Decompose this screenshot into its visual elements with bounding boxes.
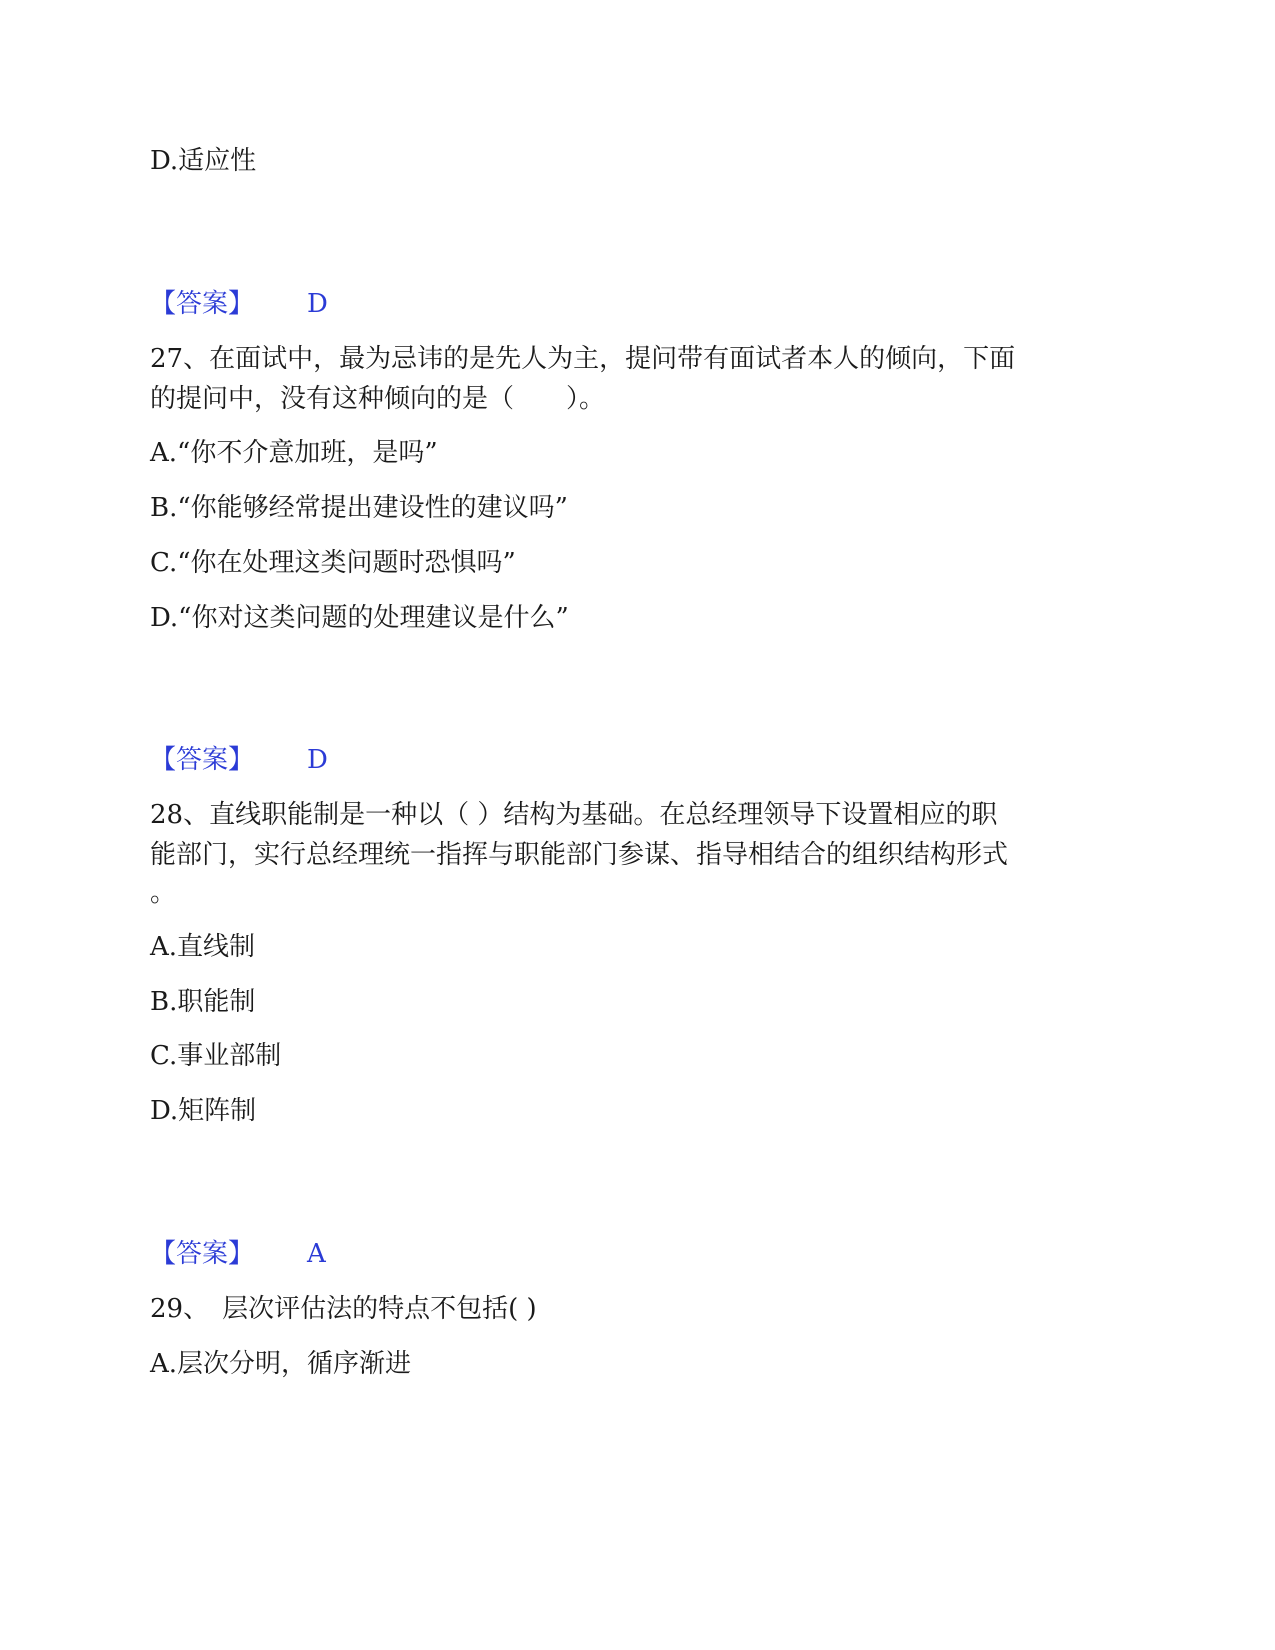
answer-label: 【答案】 bbox=[150, 745, 255, 775]
question-stem: 能部门，实行总经理统一指挥与职能部门参谋、指导相结合的组织结构形式 bbox=[150, 840, 1009, 870]
option-b: B.“你能够经常提出建设性的建议吗” bbox=[150, 493, 568, 523]
answer-label: 【答案】 bbox=[150, 1239, 255, 1269]
question-stem: 29、 层次评估法的特点不包括( ) bbox=[150, 1294, 537, 1324]
answer-value: A bbox=[307, 1239, 326, 1269]
option-a: A.直线制 bbox=[150, 932, 256, 962]
answer-row bbox=[150, 745, 328, 775]
answer-row bbox=[150, 1239, 326, 1269]
option-c: C.事业部制 bbox=[150, 1041, 282, 1071]
option-a: A.层次分明，循序渐进 bbox=[150, 1349, 412, 1379]
question-stem: 28、直线职能制是一种以（ ）结构为基础。在总经理领导下设置相应的职 bbox=[150, 800, 998, 830]
answer-value: D bbox=[307, 745, 328, 775]
option-d: D.矩阵制 bbox=[150, 1096, 257, 1126]
option-b: B.职能制 bbox=[150, 987, 256, 1017]
option-d: D.“你对这类问题的处理建议是什么” bbox=[150, 603, 569, 633]
option-c: C.“你在处理这类问题时恐惧吗” bbox=[150, 548, 516, 578]
option-a: A.“你不介意加班，是吗” bbox=[150, 438, 438, 468]
answer-row bbox=[150, 289, 328, 319]
answer-value: D bbox=[307, 289, 328, 319]
option-d: D.适应性 bbox=[150, 146, 257, 176]
question-stem: 27、在面试中，最为忌讳的是先人为主，提问带有面试者本人的倾向，下面 bbox=[150, 344, 1016, 374]
question-stem: 的提问中，没有这种倾向的是（ ）。 bbox=[150, 384, 606, 414]
answer-label: 【答案】 bbox=[150, 289, 255, 319]
question-stem: 。 bbox=[150, 878, 177, 908]
